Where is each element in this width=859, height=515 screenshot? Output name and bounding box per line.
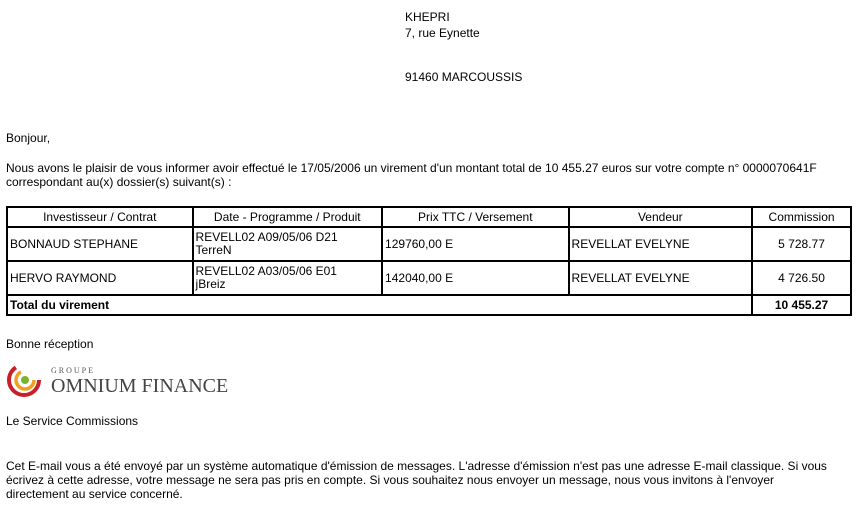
table-header-row (7, 207, 851, 227)
commission-table (6, 206, 852, 316)
product-line1: REVELL02 A09/05/06 D21 (195, 230, 338, 244)
cell-investor: BONNAUD STEPHANE (7, 227, 193, 261)
closing: Bonne réception (6, 337, 94, 351)
omnium-finance-logo (6, 363, 229, 399)
cell-seller: REVELLAT EVELYNE (569, 227, 753, 261)
table-row (7, 261, 851, 295)
cell-seller: REVELLAT EVELYNE (569, 261, 753, 295)
footer-disclaimer: Cet E-mail vous a été envoyé par un système automatique d'émission de messages. L'adresse d'émission n'est pas une adresse E-mail classique. Si vous écrivez à cette adresse, votre message ne sera pas pris en compte. Si vous souhaitez nous envoyer un message, nous vous invitons à l'envoyer directement au service concerné. (6, 459, 827, 501)
table-total-row (7, 295, 851, 315)
logo-group-text: GROUPE (51, 366, 96, 375)
address-street: 7, rue Eynette (405, 26, 480, 40)
intro-paragraph: Nous avons le plaisir de vous informer avoir effectué le 17/05/2006 un virement d'un montant total de 10 455.27 euros sur votre compte n° 0000070641F correspondant au(x) dossier(s) suivant(s) : (6, 161, 817, 189)
product-line1: REVELL02 A03/05/06 E01 (195, 264, 337, 278)
address-city: 91460 MARCOUSSIS (405, 70, 523, 84)
cell-price: 142040,00 E (382, 261, 569, 295)
table-row (7, 227, 851, 261)
cell-investor: HERVO RAYMOND (7, 261, 193, 295)
address-company: KHEPRI (405, 10, 450, 24)
header-product: Date - Programme / Produit (193, 207, 383, 227)
cell-product (193, 227, 383, 261)
total-value: 10 455.27 (752, 295, 851, 315)
header-seller: Vendeur (569, 207, 753, 227)
cell-commission: 4 726.50 (752, 261, 851, 295)
product-line2: jBreiz (195, 277, 226, 291)
signature: Le Service Commissions (6, 414, 139, 428)
logo-swirl-icon (6, 363, 46, 397)
logo-name-text: OMNIUM FINANCE (51, 375, 229, 397)
cell-commission: 5 728.77 (752, 227, 851, 261)
product-line2: TerreN (195, 243, 232, 257)
cell-price: 129760,00 E (382, 227, 569, 261)
cell-product (193, 261, 383, 295)
header-investor: Investisseur / Contrat (7, 207, 193, 227)
total-label: Total du virement (7, 295, 752, 315)
header-commission: Commission (752, 207, 851, 227)
header-price: Prix TTC / Versement (382, 207, 569, 227)
greeting: Bonjour, (6, 131, 51, 145)
